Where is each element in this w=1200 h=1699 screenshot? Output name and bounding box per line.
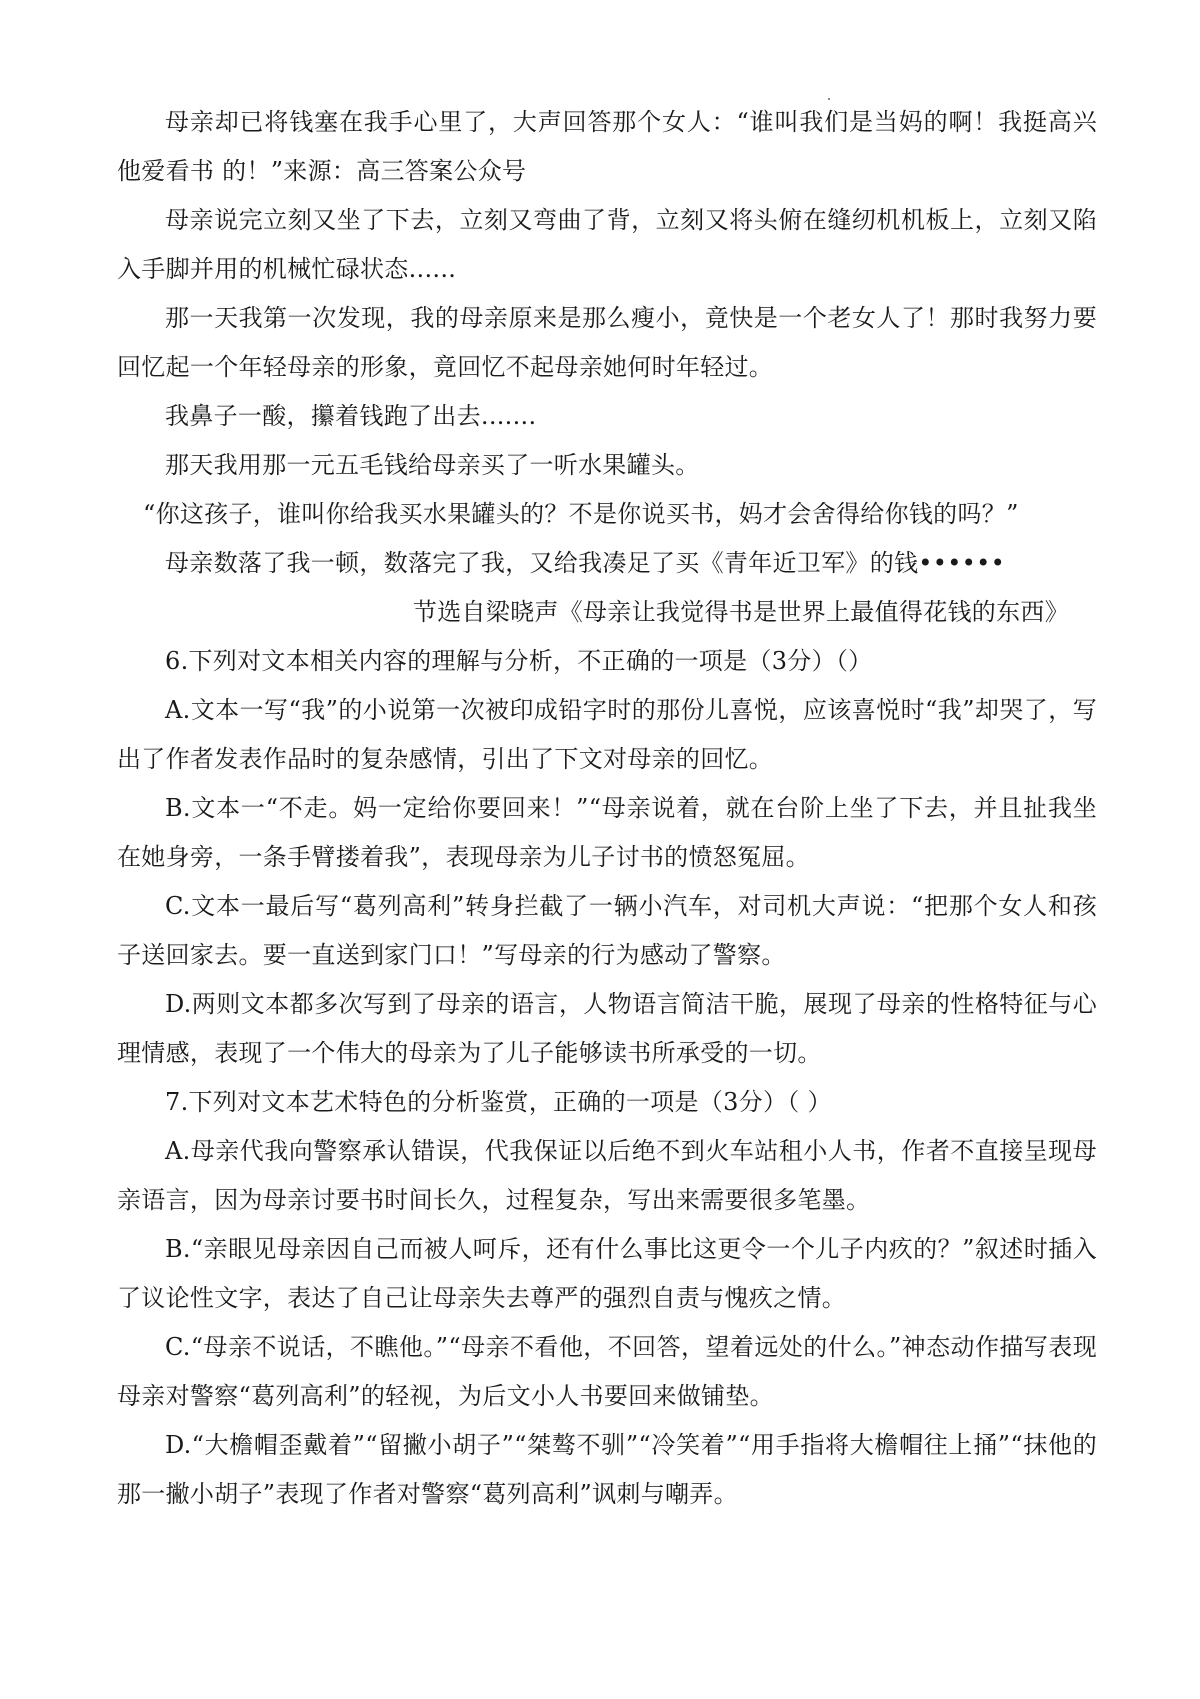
question-7-stem: 7.下列对文本艺术特色的分析鉴赏，正确的一项是（3分）（ ）: [165, 1088, 832, 1116]
paragraph-mother-scolds: 母亲数落了我一顿，数落完了我，又给我凑足了买《青年近卫军》的钱••••••: [165, 549, 1006, 577]
question-7-option-a: A.母亲代我向警察承认错误，代我保证以后绝不到火车站租小人书，作者不直接呈现母亲语言，因为母亲讨要书时间长久，过程复杂，写出来需要很多笔墨。: [117, 1137, 1097, 1214]
question-6-option-a: A.文本一写“我”的小说第一次被印成铅字时的那份儿喜悦，应该喜悦时“我”却哭了，写出了作者发表作品时的复杂感情，引出了下文对母亲的回忆。: [117, 696, 1097, 773]
question-6-stem: 6.下列对文本相关内容的理解与分析，不正确的一项是（3分）（）: [165, 647, 873, 675]
paragraph-mother-quote: “你这孩子，谁叫你给我买水果罐头的？不是你说买书，妈才会舍得给你钱的吗？”: [143, 500, 1019, 528]
paragraph-mother-sits: 母亲说完立刻又坐了下去，立刻又弯曲了背，立刻又将头俯在缝纫机机板上，立刻又陷入手脚并用的机械忙碌状态......: [117, 206, 1097, 283]
source-citation: 节选自梁晓声《母亲让我觉得书是世界上最值得花钱的东西》: [412, 598, 1069, 626]
question-6-option-b: B.文本一“不走。妈一定给你要回来！”“母亲说着，就在台阶上坐了下去，并且扯我坐在她身旁，一条手臂搂着我”，表现母亲为儿子讨书的愤怒冤屈。: [117, 794, 1097, 871]
question-7-option-d: D.“大檐帽歪戴着”“留撇小胡子”“桀骜不驯”“冷笑着”“用手指将大檐帽往上捅”“抹他的那一撇小胡子”表现了作者对警察“葛列高利”讽刺与嘲弄。: [117, 1431, 1097, 1508]
paragraph-first-discovery: 那一天我第一次发现，我的母亲原来是那么瘦小，竟快是一个老女人了！那时我努力要回忆起一个年轻母亲的形象，竟回忆不起母亲她何时年轻过。: [117, 304, 1097, 381]
paragraph-nose-sour: 我鼻子一酸，攥着钱跑了出去.......: [165, 402, 537, 430]
document-body: [117, 98, 1097, 1519]
question-7-option-b: B.“亲眼见母亲因自己而被人呵斥，还有什么事比这更令一个儿子内疚的？”叙述时插入了议论性文字，表达了自己让母亲失去尊严的强烈自责与愧疚之情。: [117, 1235, 1097, 1312]
paragraph-mother-answer: 母亲却已将钱塞在我手心里了，大声回答那个女人：“谁叫我们是当妈的啊！我挺高兴他爱看书 的！”来源：高三答案公众号: [117, 108, 1097, 185]
paragraph-fruit-can: 那天我用那一元五毛钱给母亲买了一听水果罐头。: [165, 451, 700, 479]
question-6-option-d: D.两则文本都多次写到了母亲的语言，人物语言简洁干脆，展现了母亲的性格特征与心理情感，表现了一个伟大的母亲为了儿子能够读书所承受的一切。: [117, 990, 1097, 1067]
question-7-option-c: C.“母亲不说话，不瞧他。”“母亲不看他，不回答，望着远处的什么。”神态动作描写表现母亲对警察“葛列高利”的轻视，为后文小人书要回来做铺垫。: [117, 1333, 1097, 1410]
question-6-option-c: C.文本一最后写“葛列高利”转身拦截了一辆小汽车，对司机大声说：“把那个女人和孩子送回家去。要一直送到家门口！”写母亲的行为感动了警察。: [117, 892, 1097, 969]
